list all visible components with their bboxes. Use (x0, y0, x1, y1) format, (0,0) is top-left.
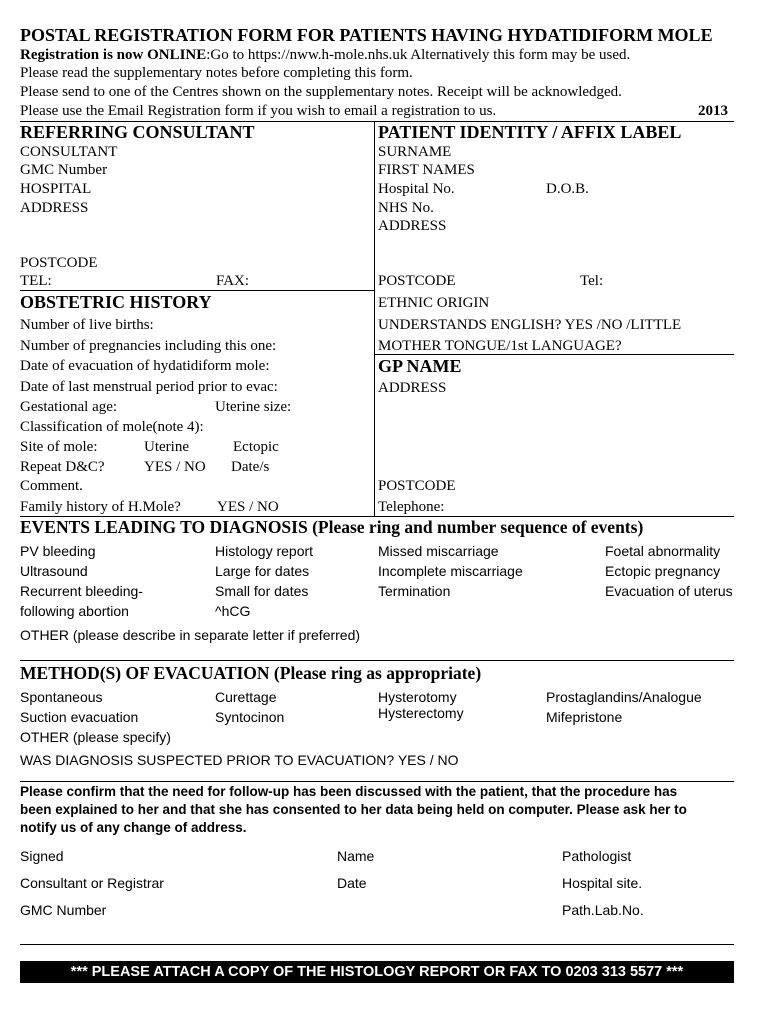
patient-heading: PATIENT IDENTITY / AFFIX LABEL (378, 122, 682, 142)
nhs-no-field[interactable]: NHS No. (378, 200, 434, 216)
referring-address-field[interactable]: ADDRESS (20, 200, 89, 216)
site-of-mole-label: Site of mole: (20, 439, 98, 455)
gestational-age-field[interactable]: Gestational age: (20, 399, 118, 415)
events-other-field[interactable]: OTHER (please describe in separate letter if preferred) (20, 627, 361, 643)
form-year: 2013 (698, 103, 728, 119)
path-lab-no-field[interactable]: Path.Lab.No. (562, 902, 644, 918)
method-option[interactable]: Prostaglandins/Analogue (546, 689, 702, 705)
diagnosis-suspected-field[interactable]: WAS DIAGNOSIS SUSPECTED PRIOR TO EVACUATION? YES / NO (20, 752, 459, 768)
event-option[interactable]: Recurrent bleeding- (20, 583, 143, 599)
patient-postcode-field[interactable]: POSTCODE (378, 273, 456, 289)
referring-postcode-field[interactable]: POSTCODE (20, 255, 98, 271)
bottom-divider (20, 944, 734, 945)
ethnic-origin-field[interactable]: ETHNIC ORIGIN (378, 295, 490, 311)
consultant-registrar-field[interactable]: Consultant or Registrar (20, 875, 164, 891)
gp-address-field[interactable]: ADDRESS (378, 380, 447, 396)
method-heading: METHOD(S) OF EVACUATION (Please ring as appropriate) (20, 663, 482, 683)
confirm-divider (20, 781, 734, 782)
event-option[interactable]: PV bleeding (20, 543, 96, 559)
referring-fax-field[interactable]: FAX: (216, 273, 250, 289)
hospital-field[interactable]: HOSPITAL (20, 181, 92, 197)
intro-line4: Please use the Email Registration form if you wish to email a registration to us. (20, 103, 497, 119)
referring-divider (20, 290, 374, 291)
event-option[interactable]: Histology report (215, 543, 314, 559)
obstetric-heading: OBSTETRIC HISTORY (20, 292, 212, 312)
event-option[interactable]: Missed miscarriage (378, 543, 499, 559)
surname-field[interactable]: SURNAME (378, 144, 452, 160)
mother-tongue-field[interactable]: MOTHER TONGUE/1st LANGUAGE? (378, 338, 622, 354)
events-heading: EVENTS LEADING TO DIAGNOSIS (Please ring and number sequence of events) (20, 517, 644, 537)
repeat-dc-dates-field[interactable]: Date/s (231, 459, 270, 475)
event-option[interactable]: Ectopic pregnancy (605, 563, 721, 579)
event-option[interactable]: Foetal abnormality (605, 543, 721, 559)
hospital-no-field[interactable]: Hospital No. (378, 181, 455, 197)
method-option[interactable]: Curettage (215, 689, 277, 705)
event-option[interactable]: Ultrasound (20, 563, 88, 579)
site-uterine-option[interactable]: Uterine (144, 439, 189, 455)
intro-online-bold: Registration is now ONLINE (20, 47, 207, 63)
confirm-line3: notify us of any change of address. (20, 820, 247, 835)
pregnancies-field[interactable]: Number of pregnancies including this one: (20, 338, 277, 354)
event-option[interactable]: Incomplete miscarriage (378, 563, 523, 579)
intro-online (20, 47, 630, 64)
event-option[interactable]: Small for dates (215, 583, 309, 599)
repeat-dc-label: Repeat D&C? (20, 459, 105, 475)
method-option[interactable]: Hysterotomy (378, 689, 457, 705)
referring-tel-field[interactable]: TEL: (20, 273, 52, 289)
first-names-field[interactable]: FIRST NAMES (378, 162, 475, 178)
event-option[interactable]: following abortion (20, 603, 129, 619)
referring-heading: REFERRING CONSULTANT (20, 122, 255, 142)
gp-heading: GP NAME (378, 356, 462, 376)
confirm-line1: Please confirm that the need for follow-up has been discussed with the patient, that the procedure has (20, 784, 678, 799)
signatory-gmc-field[interactable]: GMC Number (20, 902, 107, 918)
patient-address-field[interactable]: ADDRESS (378, 218, 447, 234)
family-history-yes-no[interactable]: YES / NO (217, 499, 279, 515)
dob-field[interactable]: D.O.B. (546, 181, 589, 197)
intro-line3: Please send to one of the Centres shown on the supplementary notes. Receipt will be acknowledged. (20, 84, 622, 100)
method-option[interactable]: Spontaneous (20, 689, 103, 705)
live-births-field[interactable]: Number of live births: (20, 317, 154, 333)
method-divider (20, 660, 734, 661)
intro-line2: Please read the supplementary notes before completing this form. (20, 65, 413, 81)
name-field[interactable]: Name (337, 848, 375, 864)
gp-postcode-field[interactable]: POSTCODE (378, 478, 456, 494)
event-option[interactable]: Large for dates (215, 563, 310, 579)
form-title: POSTAL REGISTRATION FORM FOR PATIENTS HAVING HYDATIDIFORM MOLE (20, 25, 713, 45)
method-option[interactable]: Hysterectomy (378, 705, 464, 721)
classification-field[interactable]: Classification of mole(note 4): (20, 419, 204, 435)
signed-field[interactable]: Signed (20, 848, 64, 864)
method-option[interactable]: Suction evacuation (20, 709, 139, 725)
date-field[interactable]: Date (337, 875, 367, 891)
method-option[interactable]: Syntocinon (215, 709, 285, 725)
lmp-date-field[interactable]: Date of last menstrual period prior to evac: (20, 379, 278, 395)
column-divider (374, 121, 375, 516)
event-option[interactable]: ^hCG (215, 603, 251, 619)
gp-telephone-field[interactable]: Telephone: (378, 499, 445, 515)
repeat-dc-yes-no[interactable]: YES / NO (144, 459, 206, 475)
pathologist-field[interactable]: Pathologist (562, 848, 632, 864)
event-option[interactable]: Evacuation of uterus (605, 583, 733, 599)
family-history-label: Family history of H.Mole? (20, 499, 181, 515)
patient-tel-field[interactable]: Tel: (580, 273, 604, 289)
consultant-field[interactable]: CONSULTANT (20, 144, 118, 160)
understands-english-field[interactable]: UNDERSTANDS ENGLISH? YES /NO /LITTLE (378, 317, 682, 333)
hospital-site-field[interactable]: Hospital site. (562, 875, 643, 891)
gmc-number-field[interactable]: GMC Number (20, 162, 108, 178)
method-other-field[interactable]: OTHER (please specify) (20, 729, 171, 745)
histology-banner: *** PLEASE ATTACH A COPY OF THE HISTOLOGY REPORT OR FAX TO 0203 313 5577 *** (20, 961, 734, 983)
event-option[interactable]: Termination (378, 583, 451, 599)
uterine-size-field[interactable]: Uterine size: (215, 399, 292, 415)
evacuation-date-field[interactable]: Date of evacuation of hydatidiform mole: (20, 358, 270, 374)
confirm-line2: been explained to her and that she has consented to her data being held on computer. Please ask her to (20, 802, 687, 817)
site-ectopic-option[interactable]: Ectopic (233, 439, 279, 455)
comment-field[interactable]: Comment. (20, 478, 83, 494)
method-option[interactable]: Mifepristone (546, 709, 623, 725)
intro-online-rest: :Go to https://nww.h-mole.nhs.uk Alternatively this form may be used. (206, 47, 631, 63)
